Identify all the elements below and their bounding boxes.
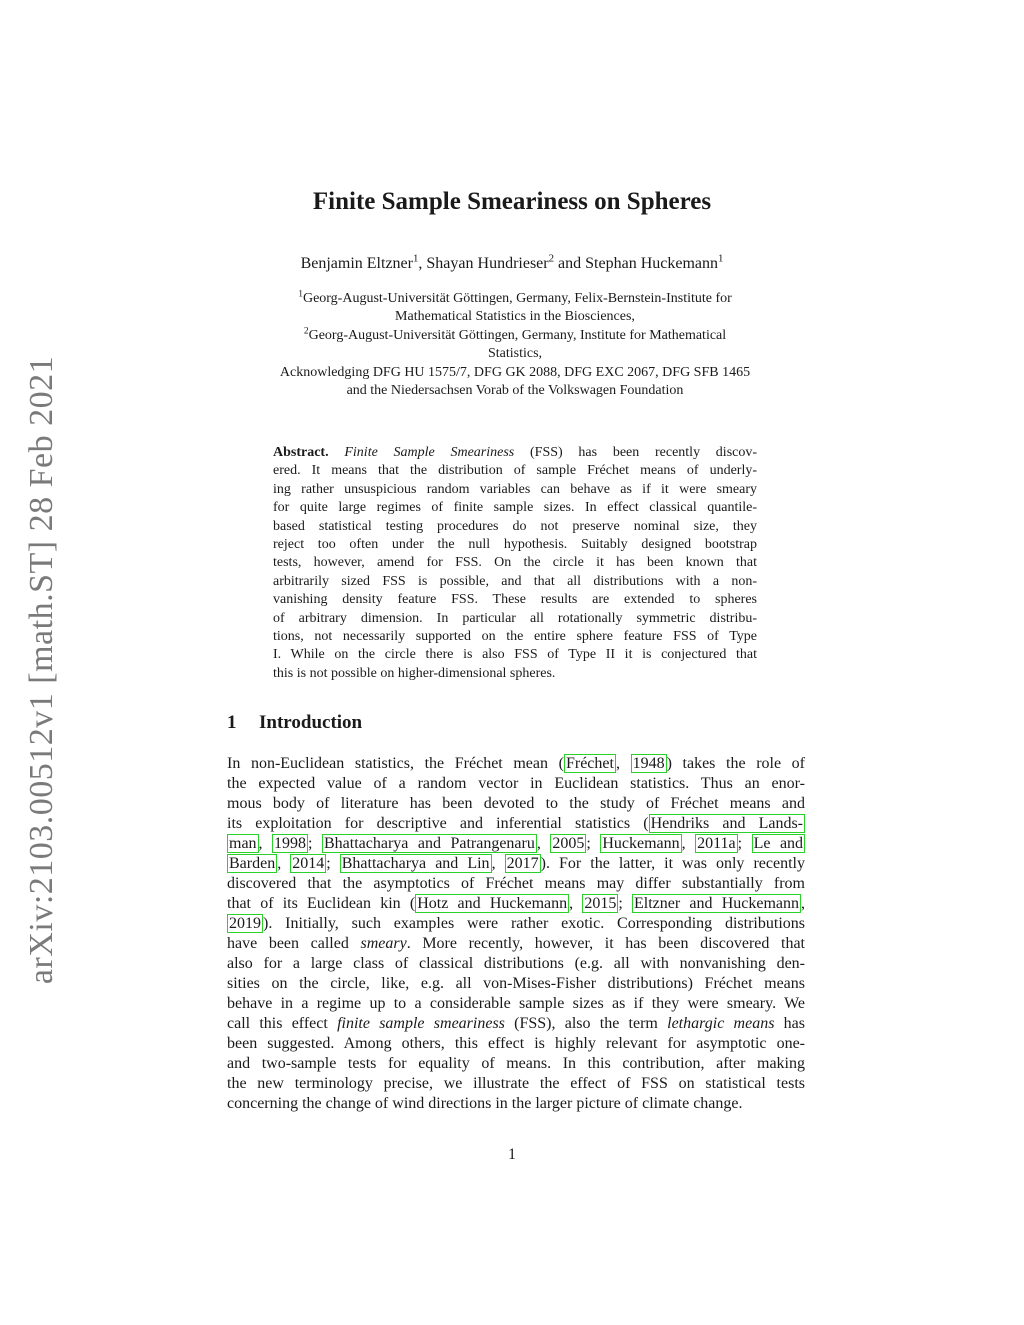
body-line — [227, 894, 805, 914]
body-line — [227, 914, 805, 934]
body-text: ; — [737, 835, 752, 852]
body-text: , — [536, 835, 551, 852]
citation-link[interactable]: Barden — [229, 855, 276, 872]
body-text: , — [615, 755, 631, 772]
citation-link[interactable]: 2014 — [292, 855, 325, 872]
body-text: ) takes the role of — [666, 755, 806, 772]
body-line: discovered that the asymptotics of Fréchet means may differ substantially from — [227, 875, 805, 892]
body-text: , — [258, 835, 273, 852]
body-text: (FSS), also the term — [504, 1015, 668, 1032]
citation-link[interactable]: 1948 — [632, 755, 665, 772]
affiliation-line — [225, 327, 805, 345]
affil-mark: 2 — [303, 326, 309, 337]
citation-link[interactable]: 2011a — [697, 835, 736, 852]
citation-link[interactable]: Bhattacharya and Patrangenaru — [323, 835, 535, 852]
emphasis-term: smeary — [360, 935, 407, 952]
body-line — [227, 1014, 805, 1034]
abstract-term: Finite Sample Smeariness — [344, 445, 515, 460]
author-affil-mark: 2 — [548, 252, 555, 265]
author-separator: and — [554, 255, 586, 272]
abstract-line: I. While on the circle there is also FSS of Type II it is conjectured that — [273, 647, 757, 663]
body-text: have been called — [227, 935, 361, 952]
body-text: its exploitation for descriptive and inferential statistics ( — [227, 815, 649, 832]
abstract-text: (FSS) has been recently discov- — [514, 445, 758, 460]
citation-link[interactable]: Huckemann — [602, 835, 680, 852]
citation-link[interactable]: Fréchet — [565, 755, 614, 772]
body-line: the new terminology precise, we illustrate the effect of FSS on statistical tests — [227, 1075, 805, 1092]
citation-link[interactable]: 2017 — [506, 855, 539, 872]
abstract-line: reject too often under the null hypothesis. Suitably designed bootstrap — [273, 537, 757, 553]
paper-title: Finite Sample Smeariness on Spheres — [312, 188, 712, 215]
body-line: the expected value of a random vector in Euclidean statistics. Thus an enor- — [227, 775, 805, 792]
author-huckemann: Stephan Huckemann — [585, 255, 718, 272]
abstract-line: tests, however, amend for FSS. On the circle it has been known that — [273, 555, 757, 571]
body-line — [227, 754, 805, 774]
body-text: , — [277, 855, 291, 872]
citation-link[interactable]: 2015 — [584, 895, 617, 912]
arxiv-identifier — [4, 350, 80, 990]
affiliation-line: and the Niedersachsen Vorab of the Volkswagen Foundation — [346, 383, 684, 399]
body-line: sities on the circle, like, e.g. all von-Mises-Fisher distributions) Fréchet means — [227, 975, 805, 992]
author-affil-mark: 1 — [412, 252, 419, 265]
abstract-line: tions, not necessarily supported on the entire sphere feature FSS of Type — [273, 629, 757, 645]
abstract — [273, 444, 757, 683]
citation-link[interactable]: 1998 — [274, 835, 307, 852]
body-text: , — [681, 835, 696, 852]
body-text: ). For the latter, it was only recently — [540, 855, 805, 872]
author-affil-mark: 1 — [718, 252, 724, 265]
author-list — [0, 252, 1024, 273]
body-text: ; — [618, 895, 632, 912]
citation-link[interactable]: 2005 — [552, 835, 585, 852]
citation-link[interactable]: Le and — [753, 835, 804, 852]
abstract-label: Abstract. — [273, 445, 329, 460]
body-text: , — [801, 895, 805, 912]
body-line — [227, 834, 805, 854]
body-line: concerning the change of wind directions in the larger picture of climate change. — [227, 1095, 743, 1112]
citation-link[interactable]: Hendriks and Lands- — [650, 815, 803, 832]
section-heading — [227, 712, 362, 734]
affiliation-line: Acknowledging DFG HU 1575/7, DFG GK 2088, DFG EXC 2067, DFG SFB 1465 — [279, 364, 751, 380]
affiliations — [225, 290, 805, 400]
introduction-body — [227, 754, 805, 1114]
author-hundrieser: Shayan Hundrieser — [426, 255, 549, 272]
body-text: call this effect — [227, 1015, 338, 1032]
page-number: 1 — [508, 1146, 516, 1163]
section-number: 1 — [227, 712, 237, 733]
body-text: ; — [308, 835, 322, 852]
citation-link[interactable]: 2019 — [229, 915, 261, 932]
body-text: that of its Euclidean kin ( — [227, 895, 416, 912]
affiliation-line: Statistics, — [487, 346, 543, 362]
abstract-line: ing rather unsuspicious random variables can behave as if it were smeary — [273, 481, 757, 497]
citation-link[interactable]: Hotz and Huckemann — [417, 895, 568, 912]
affil-mark: 1 — [298, 289, 303, 300]
abstract-line: for quite large regimes of finite sample sizes. In effect classical quantile- — [273, 500, 757, 516]
affiliation-text: Georg-August-Universität Göttingen, Germany, Felix-Bernstein-Institute for — [302, 291, 732, 306]
body-text: , — [491, 855, 505, 872]
body-line — [227, 934, 805, 954]
affiliation-text: Georg-August-Universität Göttingen, Germany, Institute for Mathematical — [308, 327, 727, 343]
abstract-line: vanishing density feature FSS. These results are extended to spheres — [273, 592, 757, 608]
abstract-line: of arbitrary dimension. In particular all rotationally symmetric distribu- — [273, 610, 757, 626]
abstract-line: based statistical testing procedures do not preserve nominal size, they — [273, 518, 757, 534]
body-line — [227, 814, 805, 834]
body-line: mous body of literature has been devoted to the study of Fréchet means and — [227, 795, 805, 812]
body-text: ). Initially, such examples were rather exotic. Corresponding distributions — [263, 915, 805, 932]
body-text: ; — [326, 855, 340, 872]
citation-link[interactable]: Bhattacharya and Lin — [341, 855, 490, 872]
citation-link[interactable]: Eltzner and Huckemann — [633, 895, 799, 912]
abstract-line: arbitrarily sized FSS is possible, and that all distributions with a non- — [273, 573, 757, 589]
abstract-line: this is not possible on higher-dimensional spheres. — [273, 665, 556, 681]
body-text: ; — [586, 835, 601, 852]
abstract-line — [273, 444, 757, 462]
body-line — [227, 854, 805, 874]
abstract-line: ered. It means that the distribution of sample Fréchet means of underly- — [273, 463, 757, 479]
body-line: behave in a regime up to a considerable sample sizes as if they were smeary. We — [227, 995, 805, 1012]
body-line: also for a large class of classical distributions (e.g. all with nonvanishing den- — [227, 955, 805, 972]
body-text: , — [569, 895, 583, 912]
body-line: been suggested. Among others, this effect is highly relevant for asymptotic one- — [227, 1035, 805, 1052]
emphasis-term: lethargic means — [667, 1015, 775, 1032]
affiliation-line — [225, 290, 805, 308]
body-line: and two-sample tests for equality of means. In this contribution, after making — [227, 1055, 805, 1072]
body-text: In non-Euclidean statistics, the Fréchet mean ( — [227, 755, 564, 772]
body-text: has — [774, 1015, 806, 1032]
arxiv-identifier-text: arXiv:2103.00512v1 [math.ST] 28 Feb 2021 — [23, 355, 61, 985]
section-title: Introduction — [259, 712, 363, 733]
emphasis-term: finite sample smeariness — [337, 1015, 505, 1032]
author-eltzner: Benjamin Eltzner — [300, 255, 413, 272]
author-separator: , — [418, 255, 427, 272]
affiliation-line: Mathematical Statistics in the Biosciences, — [395, 309, 635, 325]
citation-link[interactable]: man — [229, 835, 257, 852]
body-text: . More recently, however, it has been discovered that — [406, 935, 805, 952]
